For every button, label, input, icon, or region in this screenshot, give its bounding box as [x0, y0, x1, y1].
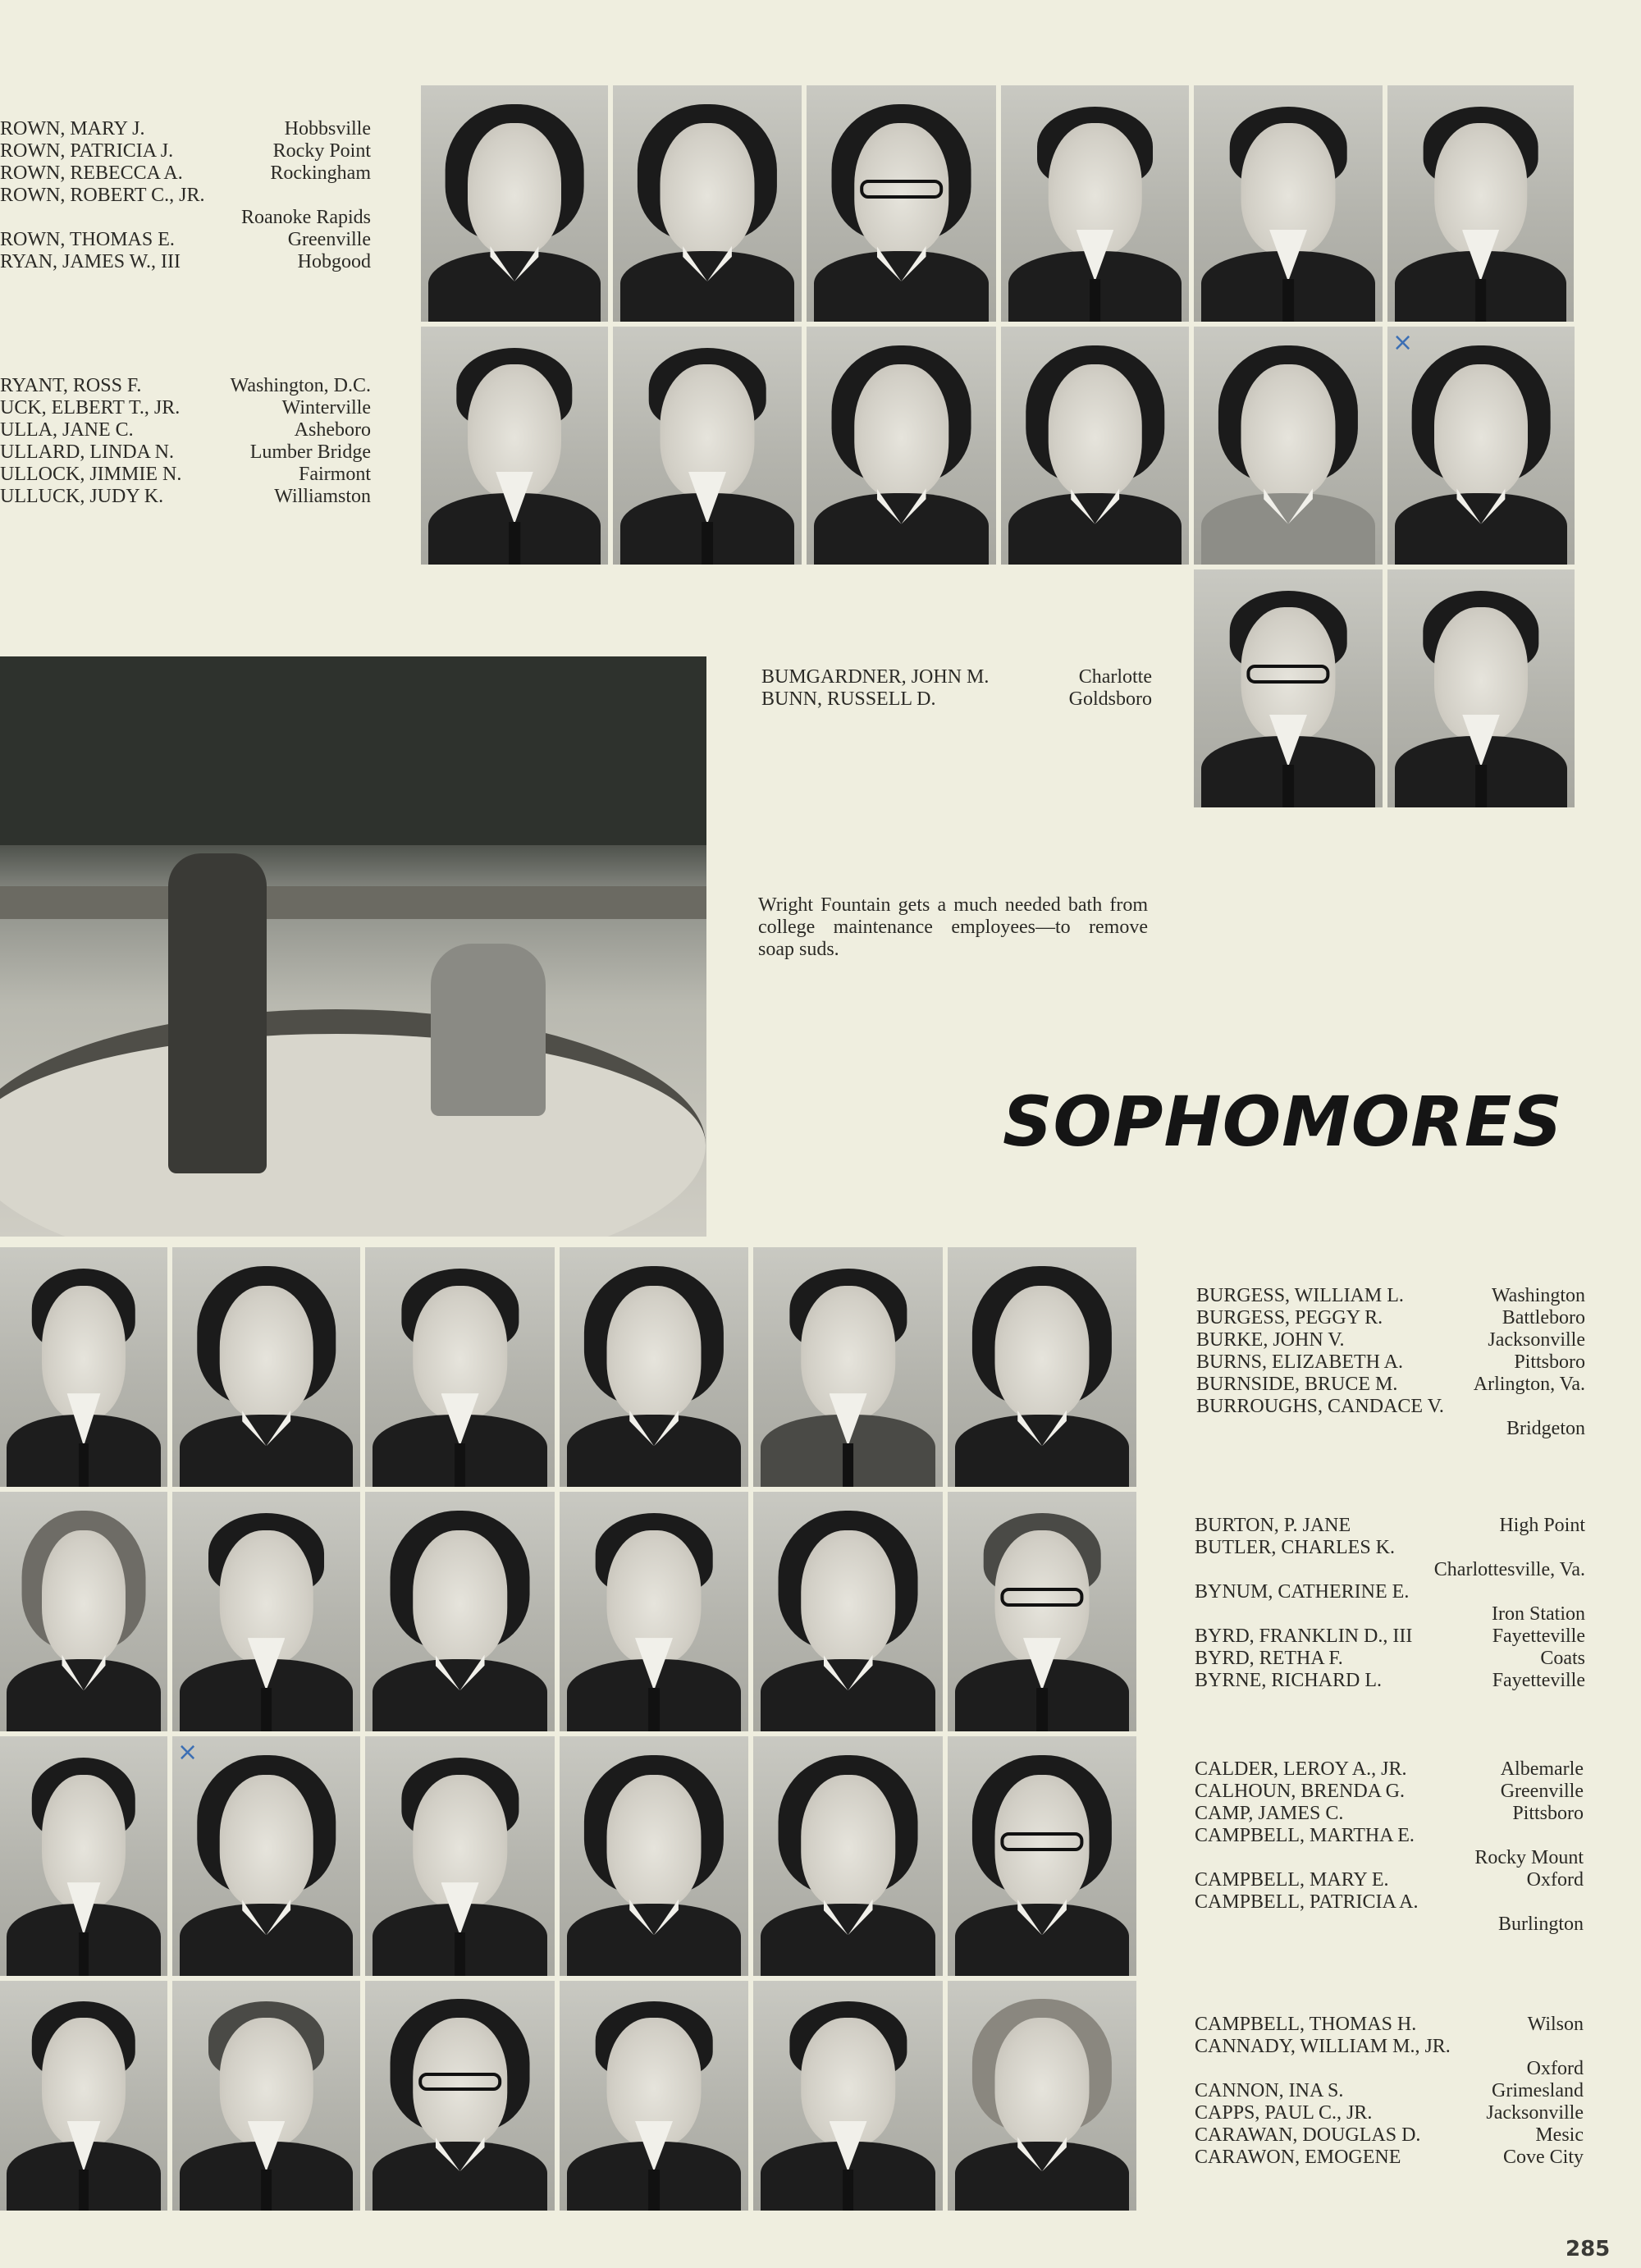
portrait	[560, 1247, 748, 1487]
name-entry: ROWN, THOMAS E. Greenville	[0, 229, 371, 250]
name-entry: BYNUM, CATHERINE E. Iron Station	[1195, 1581, 1585, 1625]
portrait	[172, 1247, 360, 1487]
portrait	[753, 1492, 943, 1731]
name-entry: ULLA, JANE C. Asheboro	[0, 419, 371, 441]
name-entry: CANNON, INA S. Grimesland	[1195, 2080, 1584, 2101]
name-entry: UCK, ELBERT T., JR. Winterville	[0, 397, 371, 418]
portrait	[0, 1736, 167, 1976]
name-entry: CAMPBELL, PATRICIA A. Burlington	[1195, 1891, 1584, 1935]
portrait	[1194, 327, 1383, 565]
check-mark: ×	[1392, 328, 1414, 357]
portrait	[948, 1736, 1136, 1976]
portrait	[560, 1492, 748, 1731]
portrait	[172, 1492, 360, 1731]
portrait	[365, 1492, 555, 1731]
portrait	[753, 1981, 943, 2211]
portrait	[948, 1492, 1136, 1731]
name-entry: CARAWAN, DOUGLAS D. Mesic	[1195, 2124, 1584, 2146]
page-number: 285	[1566, 2237, 1611, 2261]
name-list-block-3	[761, 666, 1152, 711]
name-entry: CAPPS, PAUL C., JR. Jacksonville	[1195, 2102, 1584, 2124]
portrait	[0, 1981, 167, 2211]
portrait	[560, 1981, 748, 2211]
name-entry: ULLUCK, JUDY K. Williamston	[0, 486, 371, 507]
name-list-block-2	[0, 375, 371, 508]
portrait	[172, 1981, 360, 2211]
name-entry: RYAN, JAMES W., III Hobgood	[0, 251, 371, 272]
name-list-block-5	[1195, 1515, 1585, 1692]
name-entry: BYRD, RETHA F. Coats	[1195, 1648, 1585, 1669]
name-entry: ULLOCK, JIMMIE N. Fairmont	[0, 464, 371, 485]
name-entry: BUTLER, CHARLES K. Charlottesville, Va.	[1195, 1537, 1585, 1580]
portrait	[1001, 327, 1189, 565]
name-entry: ROWN, PATRICIA J. Rocky Point	[0, 140, 371, 162]
name-entry: BUNN, RUSSELL D. Goldsboro	[761, 688, 1152, 710]
name-list-block-4	[1196, 1285, 1585, 1440]
name-entry: BURGESS, WILLIAM L. Washington	[1196, 1285, 1585, 1306]
name-entry: CAMPBELL, THOMAS H. Wilson	[1195, 2014, 1584, 2035]
name-entry: BUMGARDNER, JOHN M. Charlotte	[761, 666, 1152, 688]
portrait	[560, 1736, 748, 1976]
name-entry: CALHOUN, BRENDA G. Greenville	[1195, 1781, 1584, 1802]
name-entry: CAMPBELL, MARY E. Oxford	[1195, 1869, 1584, 1891]
name-entry: ROWN, MARY J. Hobbsville	[0, 118, 371, 139]
portrait	[1001, 85, 1189, 322]
portrait	[365, 1736, 555, 1976]
name-entry: BURROUGHS, CANDACE V. Bridgeton	[1196, 1396, 1585, 1439]
portrait	[1387, 569, 1575, 807]
check-mark: ×	[177, 1738, 199, 1767]
name-entry: ROWN, REBECCA A. Rockingham	[0, 162, 371, 184]
name-entry: ROWN, ROBERT C., JR. Roanoke Rapids	[0, 185, 371, 228]
portrait	[421, 85, 608, 322]
name-entry: ULLARD, LINDA N. Lumber Bridge	[0, 441, 371, 463]
name-list-block-1	[0, 118, 371, 273]
name-entry: CAMP, JAMES C. Pittsboro	[1195, 1803, 1584, 1824]
portrait	[1194, 85, 1383, 322]
portrait	[753, 1736, 943, 1976]
name-entry: BYRD, FRANKLIN D., III Fayetteville	[1195, 1626, 1585, 1647]
name-entry: BURTON, P. JANE High Point	[1195, 1515, 1585, 1536]
portrait	[807, 327, 996, 565]
name-entry: CAMPBELL, MARTHA E. Rocky Mount	[1195, 1825, 1584, 1868]
portrait	[172, 1736, 360, 1976]
portrait	[365, 1981, 555, 2211]
portrait	[613, 327, 802, 565]
portrait	[421, 327, 608, 565]
section-heading: SOPHOMORES	[1003, 1081, 1563, 1162]
portrait	[1194, 569, 1383, 807]
name-entry: CANNADY, WILLIAM M., JR. Oxford	[1195, 2036, 1584, 2079]
name-entry: BURNS, ELIZABETH A. Pittsboro	[1196, 1351, 1585, 1373]
portrait	[753, 1247, 943, 1487]
name-entry: BURKE, JOHN V. Jacksonville	[1196, 1329, 1585, 1351]
photo-caption: Wright Fountain gets a much needed bath from college maintenance employees—to remove soap suds.	[758, 894, 1148, 960]
portrait	[1387, 85, 1574, 322]
portrait	[0, 1492, 167, 1731]
portrait	[0, 1247, 167, 1487]
name-entry: CALDER, LEROY A., JR. Albemarle	[1195, 1758, 1584, 1780]
name-entry: BURGESS, PEGGY R. Battleboro	[1196, 1307, 1585, 1328]
name-list-block-6	[1195, 1758, 1584, 1936]
fountain-photo	[0, 656, 706, 1237]
name-entry: BYRNE, RICHARD L. Fayetteville	[1195, 1670, 1585, 1691]
name-entry: BURNSIDE, BRUCE M. Arlington, Va.	[1196, 1374, 1585, 1395]
portrait	[1387, 327, 1575, 565]
portrait	[948, 1981, 1136, 2211]
portrait	[365, 1247, 555, 1487]
name-entry: RYANT, ROSS F. Washington, D.C.	[0, 375, 371, 396]
portrait	[807, 85, 996, 322]
portrait	[613, 85, 802, 322]
name-list-block-7	[1195, 2014, 1584, 2169]
portrait	[948, 1247, 1136, 1487]
name-entry: CARAWON, EMOGENE Cove City	[1195, 2147, 1584, 2168]
